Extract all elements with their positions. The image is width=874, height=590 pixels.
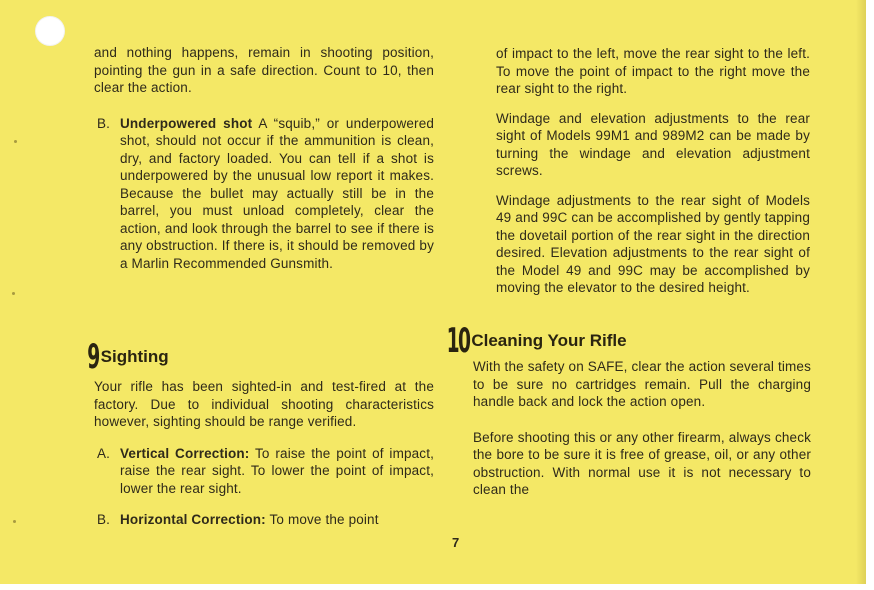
paper-speck — [12, 292, 15, 295]
vertical-correction-item — [94, 445, 434, 498]
paper-speck — [14, 140, 17, 143]
windage-paragraph-1: Windage and elevation adjustments to the rear sight of Models 99M1 and 989M2 can be made by turning the windage and elevation adjustment screws. — [496, 110, 810, 178]
cleaning-body — [473, 358, 811, 499]
intro-paragraph: and nothing happens, remain in shooting position, pointing the gun in a safe direction. Count to 10, then clear the action. — [94, 45, 434, 95]
section-number: 9 — [87, 337, 99, 377]
item-label: B. — [97, 512, 111, 527]
section-10-heading — [428, 321, 627, 361]
windage-paragraph-2: Windage adjustments to the rear sight of Models 49 and 99C can be accomplished by gently tapping the dovetail portion of the rear sight in the direction desired. Elevation adjustments to the rear sight of the Model 49 and 99C may be accomplished by moving the elevator to the desired height. — [496, 192, 810, 295]
binder-hole — [35, 16, 65, 46]
item-title: Horizontal Correction: — [120, 512, 266, 527]
section-title: Sighting — [100, 347, 169, 366]
right-column — [496, 45, 810, 297]
left-column — [94, 44, 434, 272]
horizontal-correction-item — [94, 511, 434, 529]
section-9-heading — [78, 337, 169, 377]
sighting-intro: Your rifle has been sighted-in and test-fired at the factory. Due to individual shooting characteristics however, sighting should be range verified. — [94, 379, 434, 429]
item-label: B. — [97, 115, 111, 131]
cleaning-paragraph-1: With the safety on SAFE, clear the action several times to be sure no cartridges remain. Pull the charging handle back and lock the action open. — [473, 359, 811, 409]
item-text: To move the point — [269, 512, 379, 527]
continuation-paragraph: of impact to the left, move the rear sight to the left. To move the point of impact to the right move the rear sight to the right. — [496, 46, 810, 96]
page-number: 7 — [452, 535, 460, 550]
underpowered-shot-item — [94, 115, 434, 273]
section-number: 10 — [446, 321, 470, 361]
item-text: A “squib,” or underpowered shot, should not occur if the ammunition is clean, dry, and factory loaded. You can tell if a shot is underpowered by the unusual low report it makes. Because the bullet may actually still be in the barrel, you must unload completely, clear the action, and look through the barrel to see if there is any obstruction. If there is, it should be removed by a Marlin Recommended Gunsmith. — [120, 115, 435, 271]
sighting-body — [94, 378, 434, 529]
cleaning-paragraph-2: Before shooting this or any other firearm, always check the bore to be sure it is free of grease, oil, or any other obstruction. With normal use it is not necessary to clean the — [473, 429, 811, 497]
item-title: Vertical Correction: — [120, 445, 250, 461]
item-text: To raise the point of impact, raise the rear sight. To lower the point of impact, lower the rear sight. — [120, 445, 434, 496]
paper-speck — [13, 520, 16, 523]
section-title: Cleaning Your Rifle — [471, 331, 627, 350]
item-label: A. — [97, 445, 111, 461]
item-title: Underpowered shot — [120, 115, 253, 131]
